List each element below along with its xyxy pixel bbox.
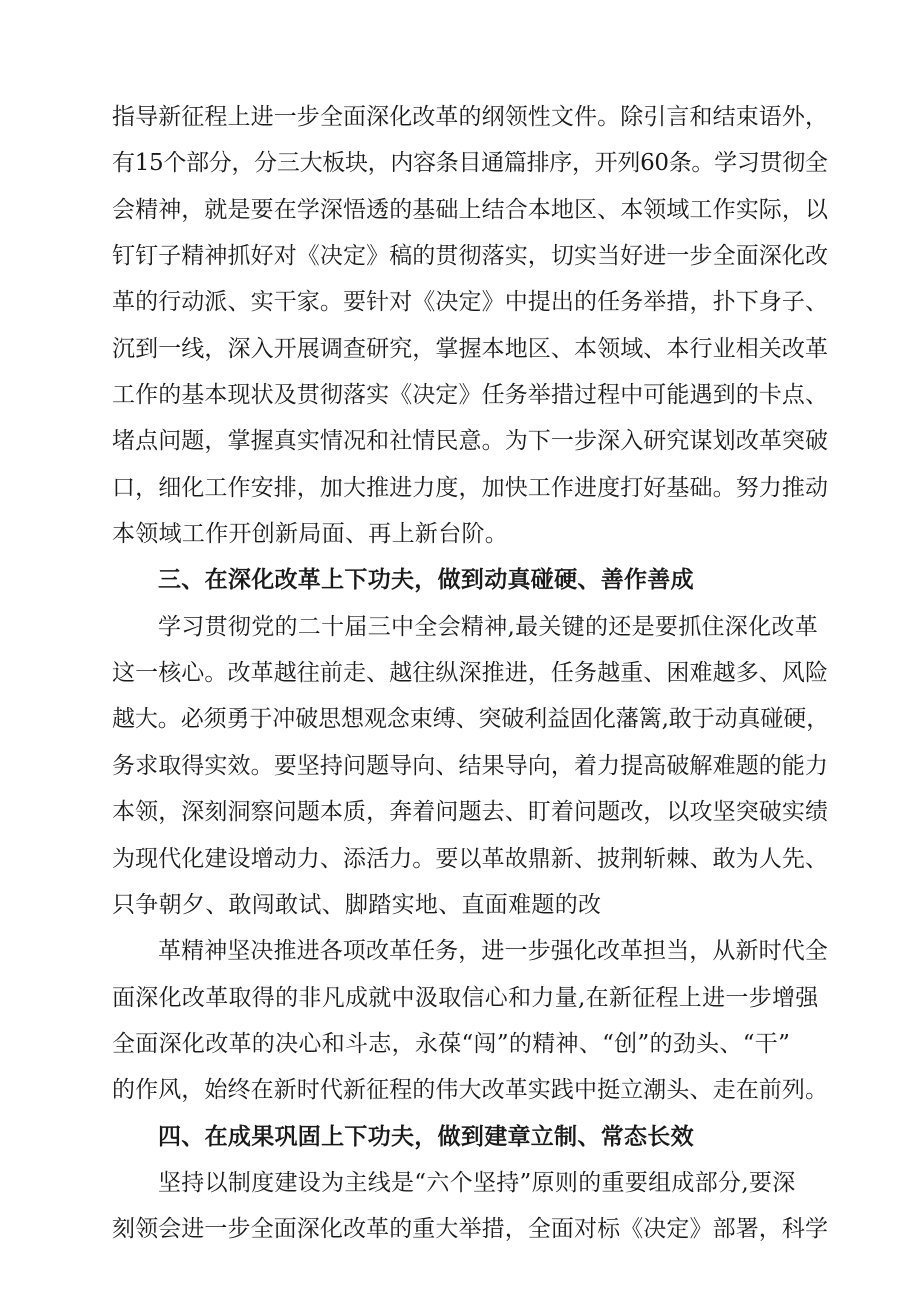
body-text-line: 本领域工作开创新局面、再上新台阶。 (112, 521, 509, 548)
body-text-line: 沉到一线，深入开展调查研究，掌握本地区、本领域、本行业相关改革 (112, 335, 829, 362)
body-text-line: 指导新征程上进一步全面深化改革的纲领性文件。除引言和结束语外， (112, 104, 829, 130)
body-text-line: 工作的基本现状及贯彻落实《决定》任务举措过程中可能遇到的卡点、 (112, 382, 829, 409)
body-text-line: 刻领会进一步全面深化改革的重大举措，全面对标《决定》部署，科学 (112, 1216, 829, 1243)
body-text-line: 本领，深刻洞察问题本质，奔着问题去、盯着问题改，以攻坚突破实绩 (112, 799, 829, 826)
body-text-line: 坚持以制度建设为主线是“六个坚持”原则的重要组成部分,要深 (158, 1169, 796, 1196)
body-text-line: 全面深化改革的决心和斗志，永葆“闯”的精神、“创”的劲头、“干” (112, 1030, 791, 1057)
body-text-line: 的作风，始终在新时代新征程的伟大改革实践中挺立潮头、走在前列。 (112, 1077, 829, 1104)
body-text-line: 革精神坚决推进各项改革任务，进一步强化改革担当，从新时代全 (158, 938, 828, 965)
section-heading: 四、在成果巩固上下功夫，做到建章立制、常态长效 (158, 1122, 694, 1150)
body-text-line: 堵点问题，掌握真实情况和社情民意。为下一步深入研究谋划改革突破 (112, 428, 829, 455)
body-text-line: 为现代化建设增动力、添活力。要以革故鼎新、披荆斩棘、敢为人先、 (112, 845, 829, 872)
body-text-line: 学习贯彻党的二十届三中全会精神,最关键的还是要抓住深化改革 (158, 613, 819, 640)
body-text-line: 会精神，就是要在学深悟透的基础上结合本地区、本领域工作实际，以 (112, 196, 829, 223)
body-text-line: 有15个部分，分三大板块，内容条目通篇排序，开列60条。学习贯彻全 (112, 150, 828, 177)
body-text-line: 越大。必须勇于冲破思想观念束缚、突破利益固化藩篱,敢于动真碰硬， (112, 706, 830, 733)
body-text-line: 务求取得实效。要坚持问题导向、结果导向，着力提高破解难题的能力 (112, 752, 829, 779)
body-text-line: 革的行动派、实干家。要针对《决定》中提出的任务举措，扑下身子、 (112, 289, 829, 316)
body-text-line: 口，细化工作安排，加大推进力度，加快工作进度打好基础。努力推动 (112, 474, 829, 501)
section-heading: 三、在深化改革上下功夫，做到动真碰硬、善作善成 (158, 566, 694, 594)
body-text-line: 这一核心。改革越往前走、越往纵深推进，任务越重、困难越多、风险 (112, 660, 829, 687)
body-text-line: 面深化改革取得的非凡成就中汲取信心和力量,在新征程上进一步增强 (112, 984, 819, 1011)
body-text-line: 只争朝夕、敢闯敢试、脚踏实地、直面难题的改 (112, 891, 602, 918)
body-text-line: 钉钉子精神抓好对《决定》稿的贯彻落实，切实当好进一步全面深化改 (112, 243, 829, 270)
document-body (112, 94, 832, 1253)
